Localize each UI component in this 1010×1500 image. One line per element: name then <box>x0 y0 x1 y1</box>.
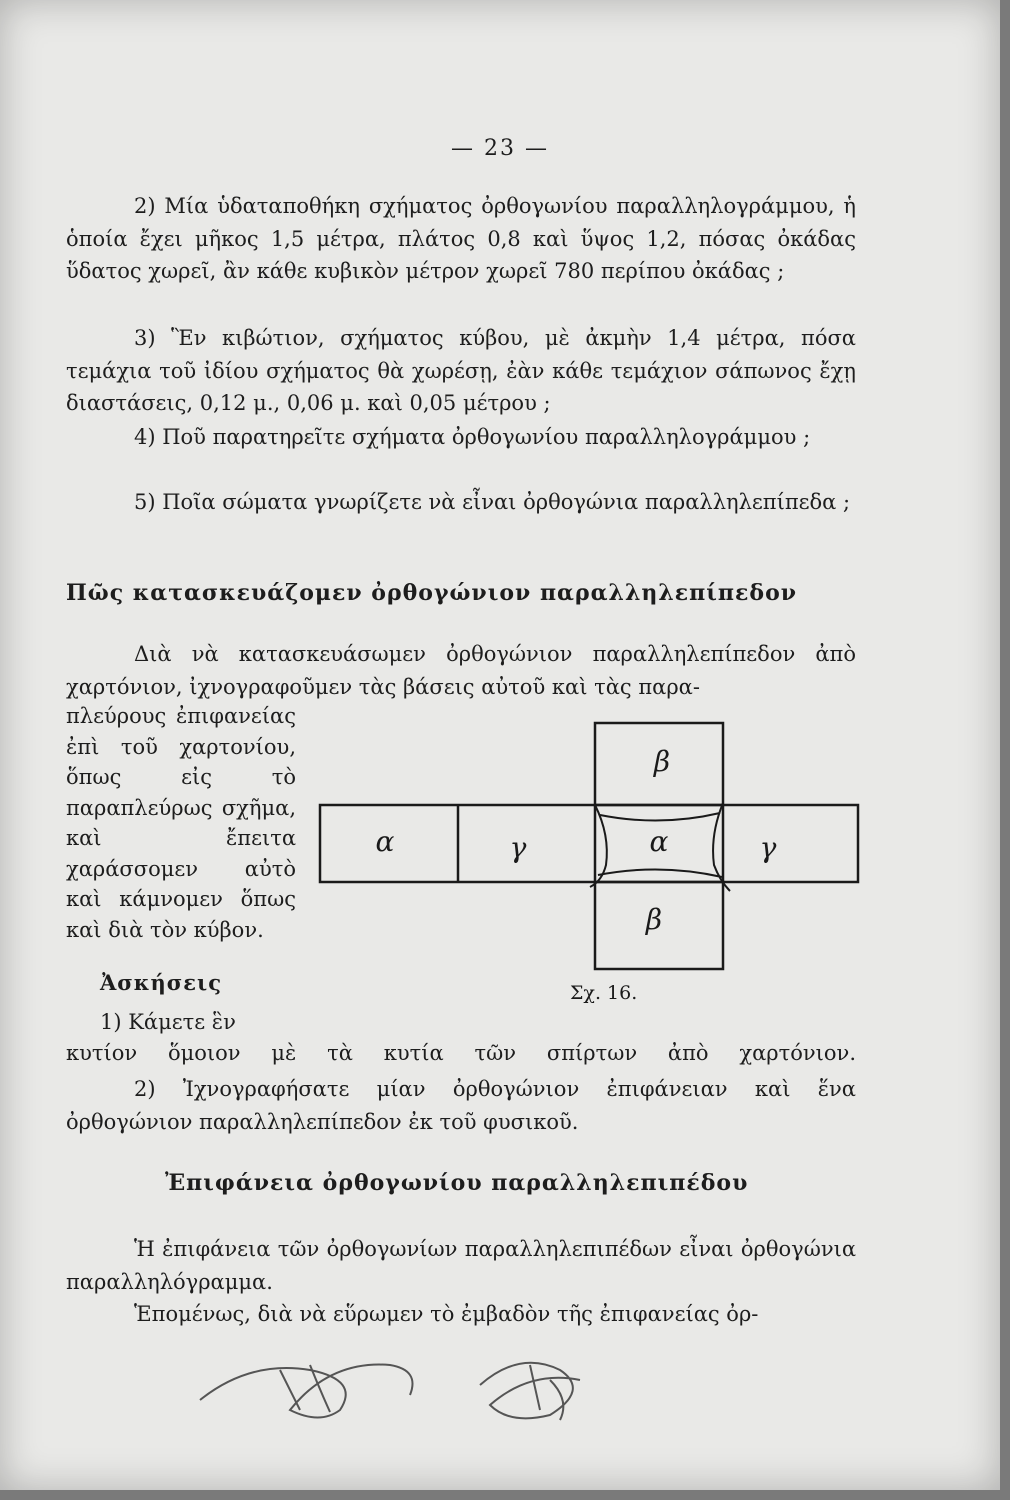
handwritten-signature <box>190 1340 630 1430</box>
exercise2-1-end: κυτίον ὅμοιον μὲ τὰ κυτία τῶν σπίρτων ἀπὸ χαρτόνιον. <box>66 1041 856 1065</box>
section-title-construction: Πῶς κατασκευάζομεν ὀρθογώνιον παραλληλεπίπεδον <box>66 580 798 606</box>
figure-16 <box>310 715 870 1005</box>
sketch-stroke <box>598 869 722 877</box>
sketch-stroke <box>600 813 720 821</box>
surface-paragraph-2: Ἑπομένως, διὰ νὰ εὕρωμεν τὸ ἐμβαδὸν τῆς ἐπιφανείας ὀρ- <box>134 1302 759 1326</box>
exercise2-2: 2) Ἰχνογραφήσατε μίαν ὀρθογώνιον ἐπιφάνειαν καὶ ἕνα ὀρθογώνιον παραλληλεπίπεδον ἐκ τοῦ φυσικοῦ. <box>66 1077 856 1134</box>
bottom-face-label: β <box>645 903 663 936</box>
exercise-4: 4) Ποῦ παρατηρεῖτε σχήματα ὀρθογωνίου παραλληλογράμμου ; <box>134 425 811 449</box>
construction-wrap-text: πλεύρους ἐπιφανείας ἐπὶ τοῦ χαρτονίου, ὅπως εἰς τὸ παραπλεύρως σχῆμα, καὶ ἔπειτα χαράσσομεν αὐτὸ καὶ κάμνομεν ὅπως καὶ διὰ τὸν κύβον. <box>66 704 296 942</box>
exercise2-1-start: 1) Κάμετε ἓν <box>100 1010 236 1034</box>
cell-label-g2: γ <box>759 831 777 864</box>
exercise-3: 3) Ἓν κιβώτιον, σχήματος κύβου, μὲ ἀκμὴν 1,4 μέτρα, πόσα τεμάχια τοῦ ἰδίου σχήματος θὰ χωρέσῃ, ἐὰν κάθε τεμάχιον σάπωνος ἔχῃ διαστάσεις, 0,12 μ., 0,06 μ. καὶ 0,05 μέτρου ; <box>66 326 856 415</box>
exercise-2: 2) Μία ὑδαταποθήκη σχήματος ὀρθογωνίου παραλληλογράμμου, ἡ ὁποία ἔχει μῆκος 1,5 μέτρα, πλάτος 0,8 καὶ ὕψος 1,2, πόσας ὀκάδας ὕδατος χωρεῖ, ἂν κάθε κυβικὸν μέτρον χωρεῖ 780 περίπου ὀκάδας ; <box>66 194 856 283</box>
net-strip <box>320 805 858 882</box>
exercise-5: 5) Ποῖα σώματα γνωρίζετε νὰ εἶναι ὀρθογώνια παραλληλεπίπεδα ; <box>134 490 851 514</box>
cell-label-g1: γ <box>509 831 527 864</box>
top-face-label: β <box>653 745 671 778</box>
surface-paragraph-1: Ἡ ἐπιφάνεια τῶν ὀρθογωνίων παραλληλεπιπέδων εἶναι ὀρθογώνια παραλληλόγραμμα. <box>66 1237 856 1294</box>
exercises-heading: Ἀσκήσεις <box>100 970 222 995</box>
figure-caption: Σχ. 16. <box>570 982 638 1004</box>
page-number: — 23 — <box>451 136 549 161</box>
construction-intro: Διὰ νὰ κατασκευάσωμεν ὀρθογώνιον παραλληλεπίπεδον ἀπὸ χαρτόνιον, ἰχνογραφοῦμεν τὰς βάσεις αὐτοῦ καὶ τὰς παρα- <box>66 642 856 699</box>
cell-label-a1: α <box>375 825 395 858</box>
cell-label-a2: α <box>649 825 669 858</box>
section-title-surface: Ἐπιφάνεια ὀρθογωνίου παραλληλεπιπέδου <box>165 1170 749 1196</box>
